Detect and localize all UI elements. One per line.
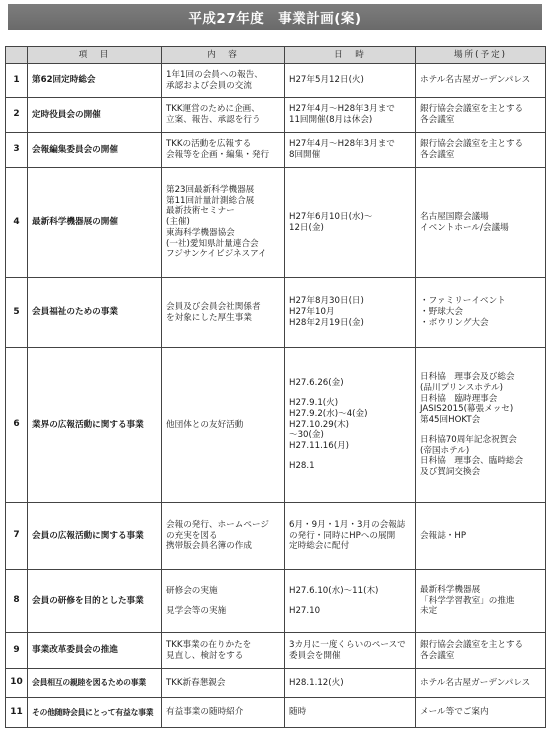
cell-line: TKK事業の在りかたを bbox=[166, 639, 252, 650]
row-content bbox=[162, 570, 285, 633]
cell-line: 第11回計量計測総合展 bbox=[166, 195, 255, 206]
row-number: 2 bbox=[6, 98, 28, 133]
table-row bbox=[6, 570, 546, 633]
cell-line: 定時総会に配付 bbox=[289, 541, 350, 552]
row-datetime bbox=[285, 278, 416, 348]
table-row bbox=[6, 669, 546, 698]
cell-line: H27.10.29(木) bbox=[289, 419, 350, 430]
row-content bbox=[162, 278, 285, 348]
row-place bbox=[416, 64, 546, 98]
row-place bbox=[416, 133, 546, 168]
cell-line: TKK新春懇親会 bbox=[166, 677, 226, 688]
row-item: 最新科学機器展の開催 bbox=[28, 168, 162, 278]
cell-line: 最新科学機器展 bbox=[420, 584, 481, 595]
row-item: 会報編集委員会の開催 bbox=[28, 133, 162, 168]
cell-line: H27年8月30日(日) bbox=[289, 296, 364, 307]
cell-line: H27年10月 bbox=[289, 307, 335, 318]
cell-line: 第23回最新科学機器展 bbox=[166, 184, 255, 195]
row-place bbox=[416, 168, 546, 278]
spacer bbox=[289, 389, 411, 398]
cell-line: (帝国ホテル) bbox=[420, 445, 470, 456]
spacer bbox=[289, 597, 411, 606]
cell-line: H27年6月10日(水)～ bbox=[289, 211, 373, 222]
cell-line: 有益事業の随時紹介 bbox=[166, 707, 244, 718]
table-header-row bbox=[6, 47, 546, 64]
cell-line: 各会議室 bbox=[420, 650, 455, 661]
cell-line: フジサンケイビジネスアイ bbox=[166, 249, 267, 260]
spacer bbox=[289, 452, 411, 461]
cell-line: 日科協70周年記念祝賀会 bbox=[420, 434, 517, 445]
row-content bbox=[162, 98, 285, 133]
row-place bbox=[416, 98, 546, 133]
row-content bbox=[162, 133, 285, 168]
row-content bbox=[162, 503, 285, 570]
row-number: 11 bbox=[6, 698, 28, 728]
cell-line: 日科協 理事会、臨時総会 bbox=[420, 456, 524, 467]
row-item: その他随時会員にとって有益な事業 bbox=[28, 698, 162, 728]
cell-line: 第45回HOKT会 bbox=[420, 415, 481, 426]
cell-line: H27年4月～H28年3月まで bbox=[289, 104, 395, 115]
row-item: 定時役員会の開催 bbox=[28, 98, 162, 133]
row-place bbox=[416, 348, 546, 503]
cell-line: 「科学学習教室」の推進 bbox=[420, 595, 515, 606]
cell-line: TKKの活動を広報する bbox=[166, 139, 252, 150]
cell-line: (主催) bbox=[166, 217, 190, 228]
cell-line: の充実を図る bbox=[166, 530, 218, 541]
row-number: 8 bbox=[6, 570, 28, 633]
header-place: 場所(予定) bbox=[416, 47, 546, 64]
cell-line: 東海科学機器協会 bbox=[166, 227, 235, 238]
cell-line: メール等でご案内 bbox=[420, 707, 489, 718]
row-number: 10 bbox=[6, 669, 28, 698]
row-place bbox=[416, 570, 546, 633]
table-row bbox=[6, 64, 546, 98]
cell-line: H27.11.16(月) bbox=[289, 441, 350, 452]
cell-line: JASIS2015(幕張メッセ) bbox=[420, 404, 514, 415]
cell-line: 承認および会員の交流 bbox=[166, 80, 252, 91]
cell-line: 見学会等の実施 bbox=[166, 605, 227, 616]
row-number: 1 bbox=[6, 64, 28, 98]
header-datetime: 日 時 bbox=[285, 47, 416, 64]
cell-line: 1年1回の会員への報告、 bbox=[166, 69, 263, 80]
row-content bbox=[162, 168, 285, 278]
table-row bbox=[6, 168, 546, 278]
cell-line: 11回開催(8月は休会) bbox=[289, 115, 373, 125]
cell-line: 会員及び会員会社関係者 bbox=[166, 301, 261, 312]
cell-line: 研修会の実施 bbox=[166, 585, 218, 596]
header-content: 内 容 bbox=[162, 47, 285, 64]
cell-line: 8回開催 bbox=[289, 150, 321, 160]
cell-line: H27.6.10(水)～11(木) bbox=[289, 585, 379, 596]
cell-line: 会報等を企画・編集・発行 bbox=[166, 150, 270, 160]
table-row bbox=[6, 133, 546, 168]
cell-line: 日科協 理事会及び総会 bbox=[420, 372, 515, 383]
row-datetime bbox=[285, 633, 416, 669]
cell-line: ・ボウリング大会 bbox=[420, 317, 489, 328]
cell-line: 12日(金) bbox=[289, 222, 324, 233]
cell-line: 随時 bbox=[289, 707, 307, 718]
cell-line: イベントホール/会議場 bbox=[420, 222, 509, 233]
cell-line: H27年4月～H28年3月まで bbox=[289, 139, 395, 150]
cell-line: 銀行協会会議室を主とする bbox=[420, 139, 524, 150]
row-number: 3 bbox=[6, 133, 28, 168]
cell-line: H27.10 bbox=[289, 605, 321, 616]
cell-line: 会報の発行、ホームページ bbox=[166, 519, 269, 530]
row-content bbox=[162, 669, 285, 698]
row-item: 会員の広報活動に関する事業 bbox=[28, 503, 162, 570]
plan-table bbox=[5, 46, 546, 728]
cell-line: 携帯版会員名簿の作成 bbox=[166, 541, 252, 552]
cell-line: ・ファミリーイベント bbox=[420, 296, 506, 307]
row-datetime bbox=[285, 133, 416, 168]
row-item: 業界の広報活動に関する事業 bbox=[28, 348, 162, 503]
row-item: 会員福祉のための事業 bbox=[28, 278, 162, 348]
cell-line: (品川プリンスホテル) bbox=[420, 382, 504, 393]
row-datetime bbox=[285, 348, 416, 503]
page-title: 平成27年度 事業計画(案) bbox=[8, 4, 542, 30]
cell-line: 見直し、検討をする bbox=[166, 650, 244, 661]
row-item: 事業改革委員会の推進 bbox=[28, 633, 162, 669]
cell-line: H27.6.26(金) bbox=[289, 378, 344, 389]
row-datetime bbox=[285, 98, 416, 133]
cell-line: 名古屋国際会議場 bbox=[420, 211, 489, 222]
row-number: 5 bbox=[6, 278, 28, 348]
table-row bbox=[6, 278, 546, 348]
row-content bbox=[162, 64, 285, 98]
row-content bbox=[162, 633, 285, 669]
cell-line: 各会議室 bbox=[420, 150, 455, 160]
cell-line: の発行・同時にHPへの展開 bbox=[289, 530, 396, 541]
cell-line: H28.1.12(火) bbox=[289, 677, 344, 688]
table-row bbox=[6, 348, 546, 503]
spacer bbox=[166, 597, 280, 606]
cell-line: 及び賀詞交換会 bbox=[420, 467, 481, 478]
cell-line: ホテル名古屋ガーデンパレス bbox=[420, 75, 531, 86]
table-row bbox=[6, 698, 546, 728]
cell-line: ホテル名古屋ガーデンパレス bbox=[420, 677, 531, 688]
row-place bbox=[416, 669, 546, 698]
cell-line: 未定 bbox=[420, 606, 438, 617]
cell-line: TKK運営のために企画、 bbox=[166, 104, 260, 115]
cell-line: 立案、報告、承認を行う bbox=[166, 115, 261, 125]
row-place bbox=[416, 633, 546, 669]
cell-line: ・野球大会 bbox=[420, 307, 463, 318]
row-datetime bbox=[285, 64, 416, 98]
row-place bbox=[416, 698, 546, 728]
cell-line: 各会議室 bbox=[420, 115, 455, 125]
table-row bbox=[6, 503, 546, 570]
row-datetime bbox=[285, 503, 416, 570]
cell-line: H27.9.1(火) bbox=[289, 398, 339, 409]
header-item: 項 目 bbox=[28, 47, 162, 64]
cell-line: を対象にした厚生事業 bbox=[166, 312, 252, 323]
row-datetime bbox=[285, 698, 416, 728]
row-item: 会員相互の親睦を図るための事業 bbox=[28, 669, 162, 698]
cell-line: 銀行協会会議室を主とする bbox=[420, 104, 524, 115]
row-place bbox=[416, 503, 546, 570]
row-place bbox=[416, 278, 546, 348]
spacer bbox=[420, 426, 541, 435]
cell-line: 日科協 臨時理事会 bbox=[420, 393, 498, 404]
row-item: 会員の研修を目的とした事業 bbox=[28, 570, 162, 633]
table-row bbox=[6, 98, 546, 133]
row-datetime bbox=[285, 168, 416, 278]
header-no bbox=[6, 47, 28, 64]
row-number: 4 bbox=[6, 168, 28, 278]
cell-line: 3カ月に一度くらいのペースで bbox=[289, 639, 406, 650]
row-content bbox=[162, 348, 285, 503]
row-number: 7 bbox=[6, 503, 28, 570]
cell-line: 最新技術セミナー bbox=[166, 206, 235, 217]
table-row bbox=[6, 633, 546, 669]
cell-line: (一社)愛知県計量連合会 bbox=[166, 238, 259, 249]
cell-line: 銀行協会会議室を主とする bbox=[420, 639, 524, 650]
row-content bbox=[162, 698, 285, 728]
cell-line: ～30(金) bbox=[289, 430, 324, 441]
cell-line: 委員会を開催 bbox=[289, 650, 341, 661]
cell-line: H27年5月12日(火) bbox=[289, 75, 364, 86]
cell-line: H28年2月19日(金) bbox=[289, 317, 364, 328]
row-number: 6 bbox=[6, 348, 28, 503]
cell-line: 6月・9月・1月・3月の会報誌 bbox=[289, 519, 406, 530]
row-item: 第62回定時総会 bbox=[28, 64, 162, 98]
row-datetime bbox=[285, 669, 416, 698]
cell-line: H27.9.2(水)～4(金) bbox=[289, 408, 368, 419]
cell-line: 会報誌・HP bbox=[420, 530, 467, 541]
row-datetime bbox=[285, 570, 416, 633]
cell-line: 他団体との友好活動 bbox=[166, 419, 244, 430]
row-number: 9 bbox=[6, 633, 28, 669]
cell-line: H28.1 bbox=[289, 460, 315, 471]
